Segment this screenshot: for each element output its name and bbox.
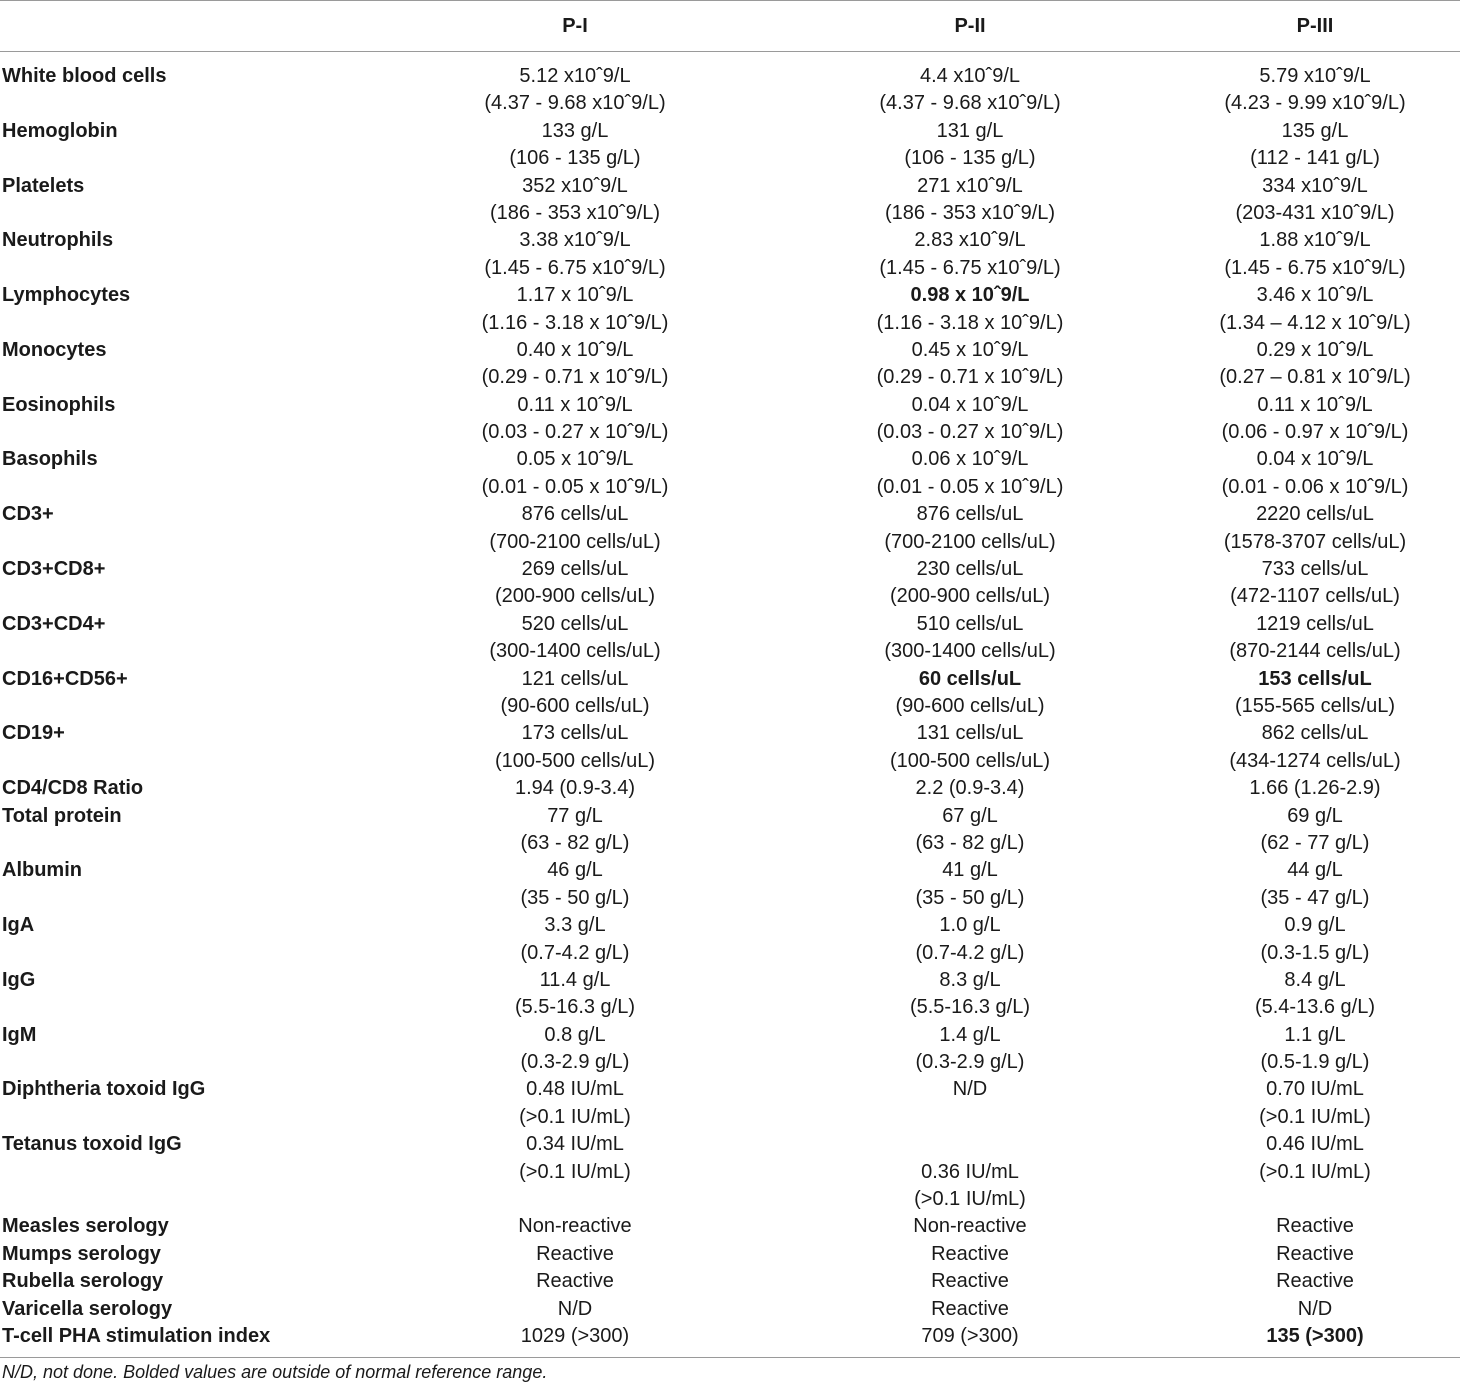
cell-value: Reactive (536, 1242, 614, 1265)
cell-p2 (770, 803, 1170, 858)
cell-p2 (770, 1213, 1170, 1240)
cell-line: (5.5-16.3 g/L) (514, 996, 636, 1019)
cell-line: (100-500 cells/uL) (889, 749, 1051, 772)
cell-p2 (770, 173, 1170, 228)
cell-p2 (770, 1022, 1170, 1077)
cell-value: Reactive (931, 1270, 1009, 1293)
cell-line: (4.37 - 9.68 x10ˆ9/L) (484, 92, 666, 115)
cell-p2 (770, 1296, 1170, 1323)
table-row (0, 118, 1460, 173)
table-row (0, 803, 1460, 858)
cell-line: (0.3-2.9 g/L) (915, 1051, 1025, 1074)
cell-value: 67 g/L (942, 804, 998, 827)
cell-value: N/D (557, 1297, 593, 1320)
row-label: IgM (2, 1023, 37, 1046)
cell-line: (>0.1 IU/mL) (914, 1188, 1026, 1211)
cell-value: 8.4 g/L (1284, 968, 1346, 991)
cell-value: 0.11 x 10ˆ9/L (1257, 393, 1373, 416)
cell-p1 (380, 857, 770, 912)
cell-p3 (1170, 967, 1460, 1022)
cell-value: Non-reactive (518, 1215, 632, 1238)
cell-value: 1.0 g/L (939, 914, 1001, 937)
cell-line: (1578-3707 cells/uL) (1223, 530, 1407, 553)
cell-p2 (770, 1268, 1170, 1295)
cell-line: (106 - 135 g/L) (904, 147, 1036, 170)
cell-p3 (1170, 282, 1460, 337)
cell-p1 (380, 501, 770, 556)
cell-line: (62 - 77 g/L) (1260, 831, 1370, 854)
cell-line: (106 - 135 g/L) (509, 147, 641, 170)
footnote-row (0, 1358, 1460, 1383)
cell-line: (0.01 - 0.05 x 10ˆ9/L) (876, 475, 1064, 498)
table-row (0, 857, 1460, 912)
cell-p1 (380, 775, 770, 802)
cell-line: (90-600 cells/uL) (895, 694, 1045, 717)
cell-value: Reactive (1276, 1215, 1354, 1238)
cell-line: (>0.1 IU/mL) (519, 1160, 631, 1183)
row-label: Eosinophils (2, 393, 116, 416)
cell-line: (4.37 - 9.68 x10ˆ9/L) (879, 92, 1061, 115)
row-label: White blood cells (2, 65, 167, 87)
cell-value: 0.70 IU/mL (1266, 1078, 1364, 1101)
cell-line: (200-900 cells/uL) (494, 585, 656, 608)
cell-p3 (1170, 1296, 1460, 1323)
table-row (0, 1131, 1460, 1213)
cell-value: 153 cells/uL (1258, 667, 1372, 690)
cell-line: (0.27 – 0.81 x 10ˆ9/L) (1219, 366, 1411, 389)
cell-value: 77 g/L (547, 804, 603, 827)
row-label: Basophils (2, 448, 98, 471)
cell-value: 0.8 g/L (544, 1023, 606, 1046)
table-row (0, 227, 1460, 282)
row-label: IgG (2, 968, 36, 991)
cell-line: (870-2144 cells/uL) (1229, 640, 1401, 663)
cell-p3 (1170, 446, 1460, 501)
cell-p3 (1170, 501, 1460, 556)
cell-value: N/D (1297, 1297, 1333, 1320)
cell-value: 1.1 g/L (1284, 1023, 1346, 1046)
cell-p1 (380, 392, 770, 447)
cell-value: 4.4 x10ˆ9/L (919, 65, 1021, 87)
cell-line: (0.5-1.9 g/L) (1260, 1051, 1370, 1074)
cell-line: (300-1400 cells/uL) (489, 640, 661, 663)
header-row (0, 1, 1460, 52)
cell-value: 271 x10ˆ9/L (917, 174, 1023, 197)
cell-p2 (770, 118, 1170, 173)
cell-p3 (1170, 1241, 1460, 1268)
cell-p3 (1170, 720, 1460, 775)
cell-value: Non-reactive (913, 1215, 1027, 1238)
cell-value: 0.05 x 10ˆ9/L (516, 448, 634, 471)
cell-p1 (380, 1241, 770, 1268)
cell-line: (>0.1 IU/mL) (519, 1105, 631, 1128)
cell-value: 0.45 x 10ˆ9/L (911, 338, 1029, 361)
cell-line: (0.29 - 0.71 x 10ˆ9/L) (481, 366, 669, 389)
cell-p3 (1170, 611, 1460, 666)
row-label: Mumps serology (2, 1242, 161, 1265)
cell-value: 1.88 x10ˆ9/L (1259, 229, 1371, 252)
cell-value: 1.4 g/L (939, 1023, 1001, 1046)
cell-value: 133 g/L (541, 119, 609, 142)
footnote-cell (0, 1358, 1460, 1383)
cell-value: 0.98 x 10ˆ9/L (910, 284, 1030, 307)
cell-p1 (380, 1131, 770, 1213)
row-label: CD19+ (2, 722, 65, 745)
cell-p1 (380, 1268, 770, 1295)
cell-line: (186 - 353 x10ˆ9/L) (489, 201, 661, 224)
cell-value: 334 x10ˆ9/L (1262, 174, 1368, 197)
table-row (0, 611, 1460, 666)
table-body (0, 52, 1460, 1358)
cell-p2 (770, 1323, 1170, 1358)
cell-line: (1.16 - 3.18 x 10ˆ9/L) (876, 311, 1064, 334)
cell-line: (5.4-13.6 g/L) (1254, 996, 1376, 1019)
cell-line: (100-500 cells/uL) (494, 749, 656, 772)
row-label: CD16+CD56+ (2, 667, 128, 690)
cell-p3 (1170, 337, 1460, 392)
cell-value: 0.04 x 10ˆ9/L (911, 393, 1029, 416)
cell-value: Reactive (1276, 1242, 1354, 1265)
cell-line: (200-900 cells/uL) (889, 585, 1051, 608)
cell-line: (63 - 82 g/L) (915, 831, 1025, 854)
cell-p1 (380, 1213, 770, 1240)
cell-p3 (1170, 1268, 1460, 1295)
cell-p1 (380, 282, 770, 337)
row-label: Total protein (2, 804, 122, 827)
cell-line: (700-2100 cells/uL) (884, 530, 1056, 553)
cell-value: 876 cells/uL (916, 503, 1024, 526)
cell-p1 (380, 967, 770, 1022)
cell-p1 (380, 803, 770, 858)
cell-value: 1.17 x 10ˆ9/L (516, 284, 634, 307)
cell-value: 11.4 g/L (539, 968, 611, 991)
row-label: CD3+CD4+ (2, 612, 106, 635)
row-label: Lymphocytes (2, 284, 131, 307)
table-row (0, 1213, 1460, 1240)
cell-p3 (1170, 118, 1460, 173)
cell-p2 (770, 282, 1170, 337)
cell-value: Reactive (931, 1297, 1009, 1320)
cell-value: 69 g/L (1287, 804, 1343, 827)
cell-line: (186 - 353 x10ˆ9/L) (884, 201, 1056, 224)
cell-value: 269 cells/uL (521, 558, 629, 581)
cell-p1 (380, 1296, 770, 1323)
cell-line: (>0.1 IU/mL) (1259, 1160, 1371, 1183)
header-p1: P-I (380, 1, 770, 52)
row-label: Hemoglobin (2, 119, 118, 142)
cell-line (770, 1131, 1170, 1158)
cell-value: 1.66 (1.26-2.9) (1249, 777, 1381, 800)
cell-line: (0.3-2.9 g/L) (520, 1051, 630, 1074)
cell-line: (>0.1 IU/mL) (1259, 1105, 1371, 1128)
table-row (0, 173, 1460, 228)
table-row (0, 282, 1460, 337)
cell-line: 0.36 IU/mL (921, 1160, 1019, 1183)
cell-p3 (1170, 775, 1460, 802)
table-row (0, 1241, 1460, 1268)
cell-p3 (1170, 1323, 1460, 1358)
cell-p3 (1170, 1213, 1460, 1240)
cell-value: 0.48 IU/mL (526, 1078, 624, 1101)
cell-p2 (770, 611, 1170, 666)
cell-line: (0.01 - 0.06 x 10ˆ9/L) (1221, 475, 1409, 498)
cell-value: 121 cells/uL (521, 667, 629, 690)
cell-value: 1.94 (0.9-3.4) (514, 777, 636, 800)
cell-value: 2220 cells/uL (1256, 503, 1374, 526)
table-row (0, 666, 1460, 721)
cell-p3 (1170, 52, 1460, 118)
cell-line: (35 - 50 g/L) (520, 886, 630, 909)
cell-value: 135 g/L (1281, 119, 1349, 142)
cell-line: (0.7-4.2 g/L) (520, 941, 630, 964)
row-label: IgA (2, 914, 35, 937)
cell-line: (203-431 x10ˆ9/L) (1235, 201, 1395, 224)
cell-value: Reactive (1276, 1270, 1354, 1293)
table-row (0, 1022, 1460, 1077)
cell-value: 8.3 g/L (939, 968, 1001, 991)
cell-p1 (380, 118, 770, 173)
cell-value: 876 cells/uL (521, 503, 629, 526)
cell-p2 (770, 857, 1170, 912)
cell-p1 (380, 666, 770, 721)
cell-p2 (770, 775, 1170, 802)
cell-value: 1219 cells/uL (1256, 612, 1374, 635)
cell-p2 (770, 501, 1170, 556)
cell-value: 3.46 x 10ˆ9/L (1256, 284, 1374, 307)
cell-value: 0.9 g/L (1284, 914, 1346, 937)
cell-line: (1.45 - 6.75 x10ˆ9/L) (879, 256, 1061, 279)
cell-line: (0.03 - 0.27 x 10ˆ9/L) (481, 421, 669, 444)
row-label: T-cell PHA stimulation index (2, 1325, 271, 1348)
footnote: N/D, not done. Bolded values are outside of normal reference range. (2, 1362, 548, 1383)
cell-p1 (380, 720, 770, 775)
cell-line: (472-1107 cells/uL) (1230, 585, 1400, 608)
cell-p1 (380, 1323, 770, 1358)
table-row (0, 1268, 1460, 1295)
cell-value: 0.46 IU/mL (1266, 1133, 1364, 1156)
row-label: CD3+CD8+ (2, 558, 106, 581)
cell-line: (5.5-16.3 g/L) (909, 996, 1031, 1019)
cell-value: 1029 (>300) (520, 1325, 630, 1348)
cell-p1 (380, 173, 770, 228)
cell-p3 (1170, 173, 1460, 228)
cell-value: N/D (952, 1078, 988, 1101)
cell-line: (63 - 82 g/L) (520, 831, 630, 854)
cell-line: (35 - 50 g/L) (915, 886, 1025, 909)
cell-line: (35 - 47 g/L) (1260, 886, 1370, 909)
cell-p2 (770, 666, 1170, 721)
row-label: Albumin (2, 859, 82, 882)
cell-line: (0.29 - 0.71 x 10ˆ9/L) (876, 366, 1064, 389)
cell-p1 (380, 337, 770, 392)
cell-value: 46 g/L (547, 859, 603, 882)
cell-p2 (770, 912, 1170, 967)
row-label: CD4/CD8 Ratio (2, 777, 144, 800)
cell-line: (700-2100 cells/uL) (489, 530, 661, 553)
cell-p2 (770, 720, 1170, 775)
table-row (0, 912, 1460, 967)
cell-line: (4.23 - 9.99 x10ˆ9/L) (1224, 92, 1406, 115)
cell-p2 (770, 556, 1170, 611)
cell-line: (300-1400 cells/uL) (884, 640, 1056, 663)
table-row (0, 1296, 1460, 1323)
cell-p3 (1170, 912, 1460, 967)
table-row (0, 1076, 1460, 1131)
cell-p1 (380, 227, 770, 282)
cell-line: (434-1274 cells/uL) (1229, 749, 1401, 772)
cell-p3 (1170, 556, 1460, 611)
cell-p3 (1170, 1022, 1460, 1077)
cell-p3 (1170, 803, 1460, 858)
table-footer (0, 1358, 1460, 1383)
table-header (0, 1, 1460, 52)
cell-value: 60 cells/uL (918, 667, 1022, 690)
cell-p3 (1170, 227, 1460, 282)
cell-p2 (770, 337, 1170, 392)
cell-value: 3.38 x10ˆ9/L (519, 229, 631, 252)
cell-value: 709 (>300) (921, 1325, 1019, 1348)
row-label: Tetanus toxoid IgG (2, 1133, 182, 1156)
cell-line: (1.34 – 4.12 x 10ˆ9/L) (1219, 311, 1411, 334)
cell-p3 (1170, 857, 1460, 912)
header-p3: P-III (1170, 1, 1460, 52)
cell-value: 5.79 x10ˆ9/L (1259, 65, 1371, 87)
cell-p2 (770, 446, 1170, 501)
cell-p1 (380, 1022, 770, 1077)
cell-value: 510 cells/uL (916, 612, 1024, 635)
cell-p2 (770, 967, 1170, 1022)
cell-value: 2.83 x10ˆ9/L (914, 229, 1026, 252)
cell-line: (112 - 141 g/L) (1250, 147, 1380, 170)
cell-value: 3.3 g/L (544, 914, 606, 937)
row-label: Diphtheria toxoid IgG (2, 1078, 206, 1101)
header-p2: P-II (770, 1, 1170, 52)
cell-line: (0.01 - 0.05 x 10ˆ9/L) (481, 475, 669, 498)
cell-p1 (380, 611, 770, 666)
cell-p2 (770, 1076, 1170, 1131)
cell-value: 352 x10ˆ9/L (522, 174, 628, 197)
cell-value: 41 g/L (942, 859, 998, 882)
cell-value: 131 g/L (936, 119, 1004, 142)
cell-p2 (770, 52, 1170, 118)
row-label: Monocytes (2, 338, 107, 361)
cell-p3 (1170, 666, 1460, 721)
cell-value: 520 cells/uL (521, 612, 629, 635)
cell-p1 (380, 52, 770, 118)
table-row (0, 52, 1460, 118)
cell-line: (1.45 - 6.75 x10ˆ9/L) (1224, 256, 1406, 279)
cell-value: 862 cells/uL (1261, 722, 1369, 745)
table-row (0, 446, 1460, 501)
header-corner (0, 1, 380, 52)
cell-p3 (1170, 392, 1460, 447)
cell-value: 0.29 x 10ˆ9/L (1256, 338, 1374, 361)
cell-p2 (770, 1241, 1170, 1268)
cell-p3 (1170, 1131, 1460, 1213)
row-label: CD3+ (2, 503, 54, 526)
cell-p1 (380, 556, 770, 611)
cell-value: 173 cells/uL (521, 722, 629, 745)
table-row (0, 720, 1460, 775)
table-row (0, 556, 1460, 611)
cell-value: Reactive (931, 1242, 1009, 1265)
cell-p3 (1170, 1076, 1460, 1131)
table-row (0, 1323, 1460, 1358)
table-row (0, 392, 1460, 447)
cell-value: 135 (>300) (1266, 1325, 1364, 1348)
cell-value: 0.06 x 10ˆ9/L (911, 448, 1029, 471)
table-row (0, 775, 1460, 802)
cell-value: 0.11 x 10ˆ9/L (517, 393, 633, 416)
cell-p1 (380, 446, 770, 501)
row-label: Varicella serology (2, 1297, 173, 1320)
cell-value: 230 cells/uL (916, 558, 1024, 581)
cell-value: 44 g/L (1287, 859, 1343, 882)
cell-line: (1.45 - 6.75 x10ˆ9/L) (484, 256, 666, 279)
cell-line: (1.16 - 3.18 x 10ˆ9/L) (481, 311, 669, 334)
row-label: Platelets (2, 174, 85, 197)
cell-line: (155-565 cells/uL) (1234, 694, 1396, 717)
cell-line: (0.06 - 0.97 x 10ˆ9/L) (1221, 421, 1409, 444)
row-label: Neutrophils (2, 229, 114, 252)
cell-p2 (770, 227, 1170, 282)
cell-p1 (380, 1076, 770, 1131)
cell-line: (90-600 cells/uL) (500, 694, 650, 717)
cell-line: (0.7-4.2 g/L) (915, 941, 1025, 964)
cell-value: 2.2 (0.9-3.4) (915, 777, 1025, 800)
cell-p1 (380, 912, 770, 967)
cell-line: (0.03 - 0.27 x 10ˆ9/L) (876, 421, 1064, 444)
cell-value: 0.40 x 10ˆ9/L (516, 338, 634, 361)
row-label: Measles serology (2, 1215, 169, 1238)
cell-line: (0.3-1.5 g/L) (1260, 941, 1370, 964)
cell-value: 131 cells/uL (916, 722, 1024, 745)
cell-value: 0.34 IU/mL (526, 1133, 624, 1156)
cell-p2 (770, 1131, 1170, 1213)
cell-p2 (770, 392, 1170, 447)
cell-value: Reactive (536, 1270, 614, 1293)
cell-value: 5.12 x10ˆ9/L (519, 65, 631, 87)
table-row (0, 337, 1460, 392)
row-label: Rubella serology (2, 1270, 164, 1293)
table-row (0, 501, 1460, 556)
cell-value: 733 cells/uL (1261, 558, 1369, 581)
table-row (0, 967, 1460, 1022)
cell-value: 0.04 x 10ˆ9/L (1256, 448, 1374, 471)
